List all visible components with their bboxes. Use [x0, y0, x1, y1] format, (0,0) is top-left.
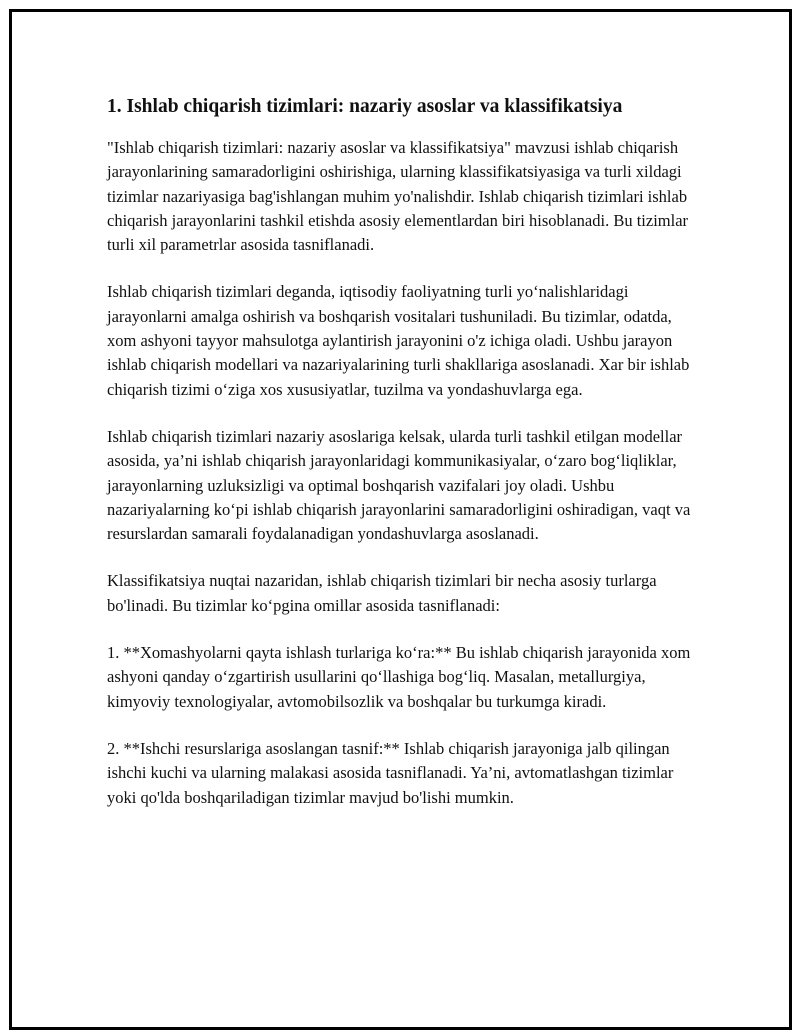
paragraph-definition: Ishlab chiqarish tizimlari deganda, iqtisodiy faoliyatning turli yo‘nalishlaridagi jarayonlarni amalga oshirish va boshqarish vositalari tushuniladi. Bu tizimlar, odatda, xom ashyoni tayyor mahsulotga aylantirish jarayonini o'z ichiga oladi. Ushbu jarayon ishlab chiqarish modellari va nazariyalarining turli shakllariga asoslanadi. Xar bir ishlab chiqarish tizimi o‘ziga xos xususiyatlar, tuzilma va yondashuvlarga ega. [107, 282, 690, 399]
paragraph-theory: Ishlab chiqarish tizimlari nazariy asoslariga kelsak, ularda turli tashkil etilgan modellar asosida, ya’ni ishlab chiqarish jarayonlaridagi kommunikasiyalar, o‘zaro bog‘liqliklar, jarayonlarning uzluksizligi va optimal boshqarish vazifalari joy oladi. Ushbu nazariyalarning ko‘pi ishlab chiqarish jarayonlarini samaradorligini oshiradigan, vaqt va resurslardan samarali foydalanadigan yondashuvlarga asoslanadi. [107, 426, 691, 544]
list-item-labor-resources: 2. **Ishchi resurslariga asoslangan tasnif:** Ishlab chiqarish jarayoniga jalb qilingan ishchi kuchi va ularning malakasi asosida tasniflanadi. Ya’ni, avtomatlashgan tizimlar yoki qo'lda boshqariladigan tizimlar mavjud bo'lishi mumkin. [107, 738, 674, 807]
paragraph-intro: "Ishlab chiqarish tizimlari: nazariy asoslar va klassifikatsiya" mavzusi ishlab chiqarish jarayonlarining samaradorligini oshirishiga, ularning klassifikatsiyasiga va turli xildagi tizimlar nazariyasiga bag'ishlangan muhim yo'nalishdir. Ishlab chiqarish tizimlari ishlab chiqarish jarayonlarini tashkil etishda asosiy elementlardan biri hisoblanadi. Bu tizimlar turli xil parametrlar asosida tasniflanadi. [107, 138, 689, 255]
paragraph-classification: Klassifikatsiya nuqtai nazaridan, ishlab chiqarish tizimlari bir necha asosiy turlarga bo'linadi. Bu tizimlar ko‘pgina omillar asosida tasniflanadi: [107, 571, 657, 615]
list-item-raw-materials: 1. **Xomashyolarni qayta ishlash turlariga ko‘ra:** Bu ishlab chiqarish jarayonida xom ashyoni qanday o‘zgartirish usullarini qo‘llashiga bog‘liq. Masalan, metallurgiya, kimyoviy texnologiyalar, avtomobilsozlik va boshqalar bu turkumga kiradi. [107, 643, 691, 711]
document-title: 1. Ishlab chiqarish tizimlari: nazariy asoslar va klassifikatsiya [107, 96, 623, 117]
document-body [107, 95, 692, 810]
